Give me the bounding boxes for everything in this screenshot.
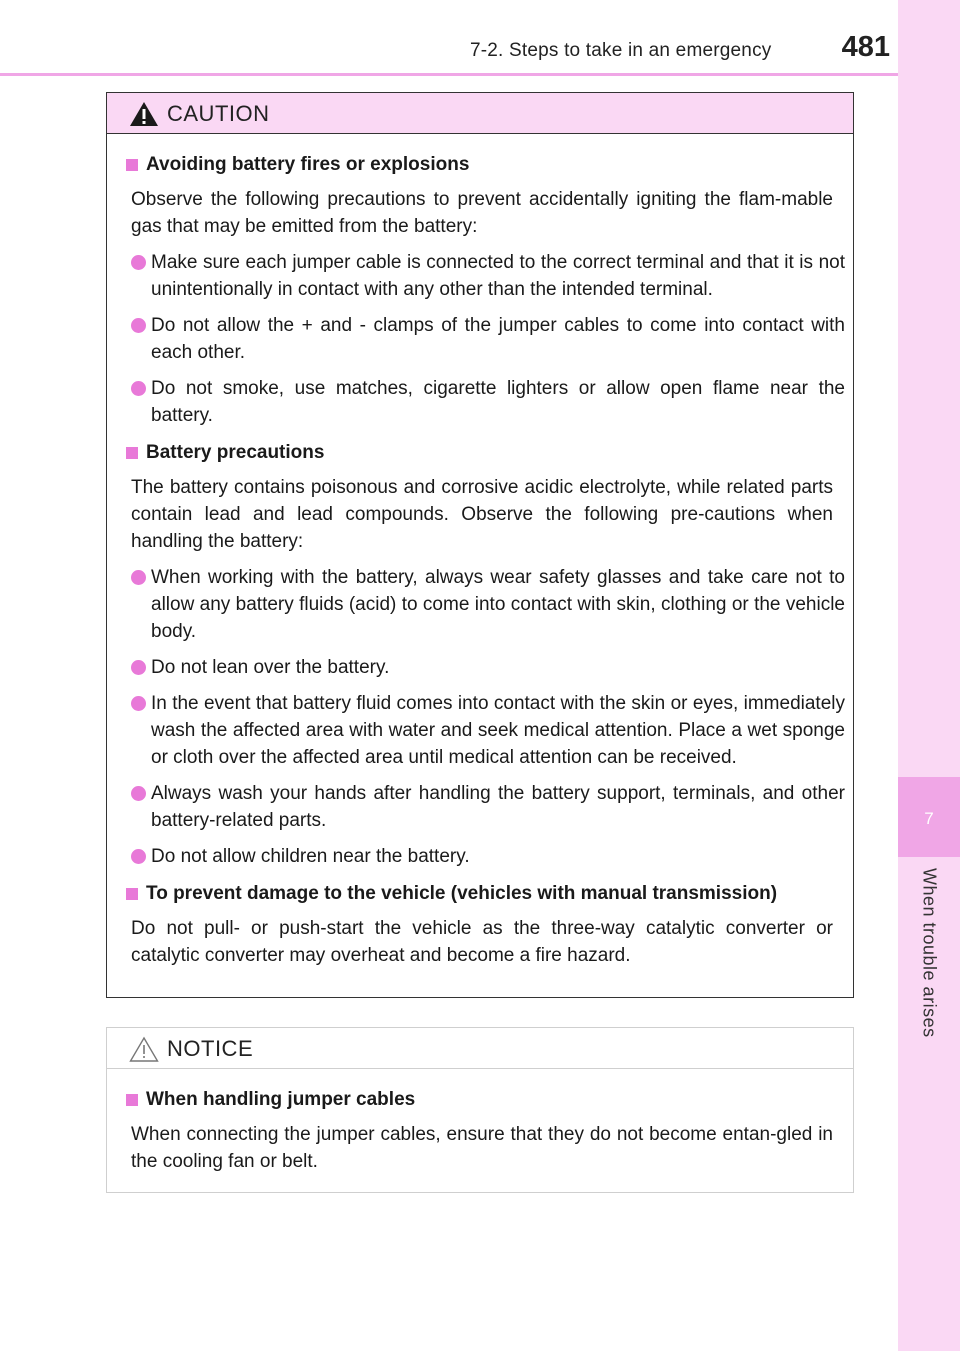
- list-item: When working with the battery, always wear safety glasses and take care not to allow any battery fluids (acid) to come into contact with skin, clothing or the vehicle body.: [126, 564, 845, 645]
- chapter-title: [905, 868, 953, 1058]
- bullet-dot-icon: [131, 255, 146, 270]
- square-bullet-icon: [126, 159, 138, 171]
- list-item: Always wash your hands after handling the battery support, terminals, and other battery-related parts.: [126, 780, 845, 834]
- bullet-dot-icon: [131, 786, 146, 801]
- notice-heading-cables: When handling jumper cables: [126, 1086, 845, 1113]
- notice-intro-cables: When connecting the jumper cables, ensure that they do not become entan-gled in the cooling fan or belt.: [131, 1124, 833, 1172]
- warning-icon: [129, 101, 159, 127]
- caution-box: [106, 92, 854, 998]
- header-rule: [0, 73, 898, 76]
- notice-content: [107, 1069, 853, 1175]
- caution-intro-fires: Observe the following precautions to prevent accidentally igniting the flam-mable gas that may be emitted from the battery:: [131, 189, 833, 237]
- list-item: Do not smoke, use matches, cigarette lighters or allow open flame near the battery.: [126, 375, 845, 429]
- square-bullet-icon: [126, 1094, 138, 1106]
- list-item: Do not lean over the battery.: [126, 654, 845, 681]
- list-item: In the event that battery fluid comes into contact with the skin or eyes, immediately wash the affected area with water and seek medical attention. Place a wet sponge or cloth over the affected area until medical attention can be received.: [126, 690, 845, 771]
- chapter-number: 7: [924, 809, 934, 828]
- page-number: 481: [841, 31, 890, 63]
- bullet-dot-icon: [131, 660, 146, 675]
- bullet-dot-icon: [131, 570, 146, 585]
- caution-content: [107, 134, 853, 969]
- caution-heading-battery: Battery precautions: [126, 439, 845, 466]
- caution-title: CAUTION: [167, 101, 270, 126]
- list-item: Do not allow the + and - clamps of the jumper cables to come into contact with each other.: [126, 312, 845, 366]
- caution-intro-battery: The battery contains poisonous and corrosive acidic electrolyte, while related parts contain lead and lead compounds. Observe the following pre-cautions when handling the battery:: [131, 477, 833, 552]
- caution-intro-damage: Do not pull- or push-start the vehicle as the three-way catalytic converter or catalytic converter may overheat and become a fire hazard.: [131, 918, 833, 966]
- square-bullet-icon: [126, 888, 138, 900]
- caution-header: [107, 93, 853, 134]
- notice-box: [106, 1027, 854, 1193]
- bullet-dot-icon: [131, 849, 146, 864]
- chapter-title-text: When trouble arises: [919, 868, 940, 1038]
- bullet-dot-icon: [131, 318, 146, 333]
- caution-heading-damage: To prevent damage to the vehicle (vehicles with manual transmission): [126, 880, 845, 907]
- square-bullet-icon: [126, 447, 138, 459]
- bullet-dot-icon: [131, 381, 146, 396]
- notice-header: [107, 1028, 853, 1069]
- notice-icon: [129, 1036, 159, 1062]
- caution-heading-fires: Avoiding battery fires or explosions: [126, 151, 845, 178]
- section-title: 7-2. Steps to take in an emergency: [470, 40, 772, 61]
- notice-title: NOTICE: [167, 1036, 254, 1061]
- bullet-dot-icon: [131, 696, 146, 711]
- chapter-sidebar: [898, 0, 960, 1351]
- list-item: Make sure each jumper cable is connected to the correct terminal and that it is not unintentionally in contact with any other than the intended terminal.: [126, 249, 845, 303]
- list-item: Do not allow children near the battery.: [126, 843, 845, 870]
